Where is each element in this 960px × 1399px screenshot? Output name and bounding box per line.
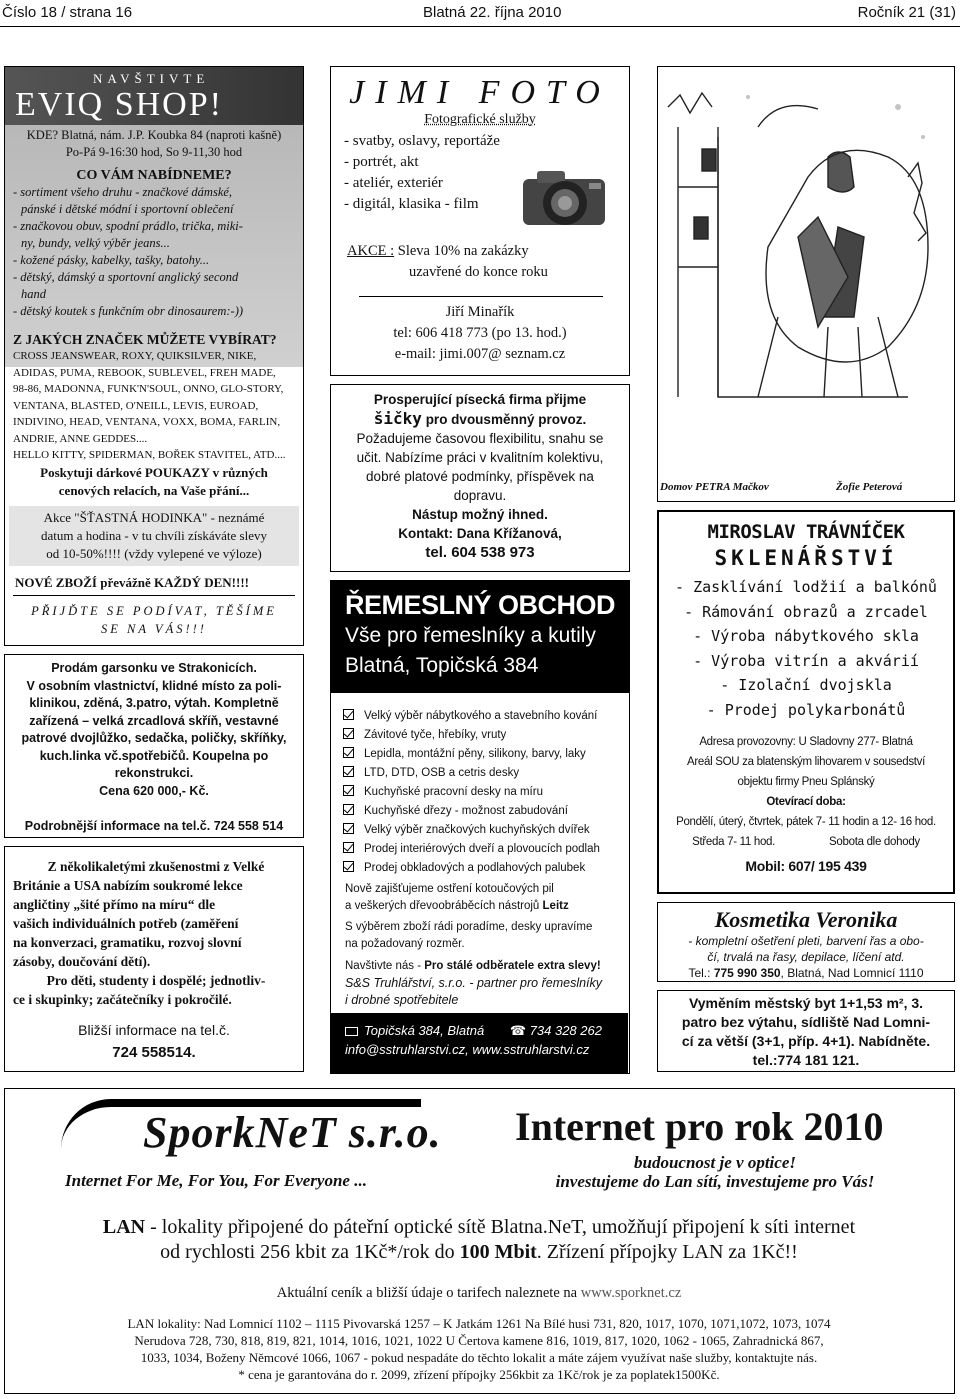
- eviq-gifts-line: Poskytuji dárkové POUKAZY v různých: [40, 464, 268, 480]
- sicky-line: dopravu.: [453, 488, 507, 503]
- eviq-come-line: SE NA VÁS!!!: [101, 621, 207, 636]
- english-line: na konverzaci, gramatiku, rozvoj slovní: [13, 935, 242, 950]
- garsonka-contact: Podrobnější informace na tel.č. 724 558 514: [24, 819, 284, 833]
- sporknet-locations: LAN lokality: Nad Lomnicí 1102 – 1115 Pivovarská 1257 – K Jatkám 1261 Na Bílé husi 731, 820, 1017, 1070, 1071,1072, 1073, 1074: [127, 1316, 831, 1331]
- sklenarstvi-service: - Prodej polykarbonátů: [706, 700, 906, 719]
- sklenarstvi-name: MIROSLAV TRÁVNÍČEK: [707, 521, 905, 543]
- eviq-hours: Po-Pá 9-16:30 hod, So 9-11,30 hod: [65, 145, 243, 159]
- eviq-offer-title: CO VÁM NABÍDNEME?: [76, 168, 232, 183]
- sporknet-locations: Nerudova 728, 730, 818, 819, 821, 1014, 1016, 1021, 1022 U Čertova kamene 816, 1019, 817, 1020, 1062 - 1065, Zahradnická 867,: [134, 1333, 824, 1348]
- kosmetika-line: čí, trvalá na řasy, depilace, líčení atd.: [707, 950, 905, 964]
- remeslny-text: Pro stálé odběratele extra slevy!: [424, 960, 601, 972]
- drawing-caption-left: Domov PETRA Mačkov: [660, 481, 769, 493]
- drawing-illustration: [658, 67, 954, 475]
- eviq-brands-line: 98-86, MADONNA, FUNK'N'SOUL, ONNO, GLO-STORY,: [13, 383, 284, 395]
- remeslny-text: S&S Truhlářství, s.r.o. - partner pro řemeslníky: [345, 976, 603, 990]
- jimi-service: - digitál, klasika - film: [344, 196, 479, 212]
- sporknet-logo: SporkNeT s.r.o.: [143, 1108, 442, 1157]
- eviq-where: KDE? Blatná, nám. J.P. Koubka 84 (naproti kašně): [26, 128, 282, 142]
- sporknet-lan-label: LAN: [102, 1216, 146, 1238]
- checkbox-icon: [343, 747, 354, 758]
- eviq-brands-line: ANDRIE, ANNE GEDDES....: [13, 432, 148, 445]
- remeslny-item: Závitové tyče, hřebíky, vruty: [343, 726, 629, 745]
- remeslny-web: info@sstruhlarstvi.cz, www.sstruhlarstvi.cz: [345, 1042, 590, 1057]
- byt-line: Vyměním městský byt 1+1,53 m², 3.: [688, 995, 924, 1011]
- sklenarstvi-addr: Areál SOU za blatenským lihovarem v sousedství: [686, 756, 926, 768]
- english-more: Bližší informace na tel.č.: [78, 1022, 230, 1038]
- eviq-offer-line: hand: [21, 287, 46, 301]
- sporknet-lan-text: - lokality připojené do páteřní optické sítě Blatna.NeT, umožňují připojení k síti internet: [145, 1216, 856, 1238]
- sicky-line: Prosperující písecká firma přijme: [373, 392, 587, 407]
- sporknet-headline: Internet pro rok 2010: [515, 1104, 884, 1149]
- sporknet-cenik: Aktuální ceník a bližší údaje o tarifech naleznete na: [276, 1285, 581, 1301]
- english-line: Z několikaletými zkušenostmi z Velké: [47, 859, 265, 874]
- jimi-service: - portrét, akt: [344, 154, 419, 170]
- eviq-brands-line: HELLO KITTY, SPIDERMAN, BOŘEK STAVITEL, ATD....: [13, 449, 286, 461]
- eviq-brands-line: ADIDAS, PUMA, REBOOK, SUBLEVEL, FREH MADE,: [13, 366, 276, 379]
- header-center: Blatná 22. října 2010: [423, 4, 562, 21]
- garsonka-line: rekonstrukci.: [114, 766, 194, 780]
- english-line: Británie a USA nabízím soukromé lekce: [13, 878, 243, 893]
- eviq-come-line: PŘIJĎTE SE PODÍVAT, TĚŠÍME: [31, 603, 277, 618]
- garsonka-line: Prodám garsonku ve Strakonicích.: [51, 661, 257, 675]
- sporknet-tagline: Internet For Me, For You, For Everyone ...: [65, 1171, 367, 1190]
- english-ad: [4, 846, 304, 1072]
- sklenarstvi-ad: [657, 510, 955, 894]
- sicky-start: Nástup možný ihned.: [412, 507, 548, 522]
- sklenarstvi-hours-title: Otevírací doba:: [766, 796, 846, 808]
- remeslny-address: Topičská 384, Blatná: [364, 1023, 485, 1038]
- checkbox-icon: [343, 766, 354, 777]
- eviq-happy-line: Akce "ŠŤASTNÁ HODINKA" - neznámé: [43, 509, 265, 525]
- garsonka-line: klinikou, zděná, 3.patro, výtah. Kompletně: [29, 696, 279, 710]
- sicky-tel: tel. 604 538 973: [425, 544, 535, 561]
- eviq-offer-line: - dětský koutek s funkčním obr dinosaurem:-)): [13, 304, 244, 318]
- eviq-offer-line: - sortiment všeho druhu - značkové dámské,: [13, 185, 233, 199]
- english-phone: 724 558514.: [112, 1044, 196, 1061]
- remeslny-item: Lepidla, montážní pěny, silikony, barvy, laky: [343, 745, 629, 764]
- sicky-line: pro dvousměnný provoz.: [421, 412, 587, 427]
- jimi-service: - svatby, oslavy, reportáže: [344, 133, 500, 149]
- english-line: vašich individuálních potřeb (zaměření: [13, 916, 239, 931]
- eviq-brands-line: CROSS JEANSWEAR, ROXY, QUIKSILVER, NIKE,: [13, 350, 257, 362]
- eviq-offer-line: pánské i dětské módní i sportovní oblečení: [21, 202, 234, 216]
- header-rule: [0, 26, 960, 27]
- eviq-shop-ad: [4, 66, 304, 646]
- jimi-service: - ateliér, exteriér: [344, 175, 443, 191]
- remeslny-item: Kuchyňské pracovní desky na míru: [343, 783, 629, 802]
- garsonka-ad: [4, 654, 304, 838]
- sporknet-sub2: investujeme do Lan sítí, investujeme pro Vás!: [555, 1172, 875, 1191]
- eviq-gifts-line: cenových relacích, na Vaše přání...: [58, 482, 250, 498]
- eviq-kicker: NAVŠTIVTE: [93, 71, 210, 86]
- garsonka-line: patrové dvojlůžko, sedačka, poličky, skříňky,: [21, 731, 287, 745]
- checkbox-icon: [343, 728, 354, 739]
- remeslny-item: Velký výběr nábytkového a stavebního kování: [343, 707, 629, 726]
- sklenarstvi-addr: objektu firmy Pneu Splánský: [737, 776, 875, 788]
- checkbox-icon: [343, 861, 354, 872]
- jimi-tel: tel: 606 418 773 (po 13. hod.): [393, 325, 567, 341]
- remeslny-text: a veškerých dřevoobráběcích nástrojů: [345, 900, 543, 912]
- phone-icon: ☎: [509, 1023, 527, 1038]
- sicky-line: učit. Nabízíme práci v kvalitním kolektivu,: [356, 450, 604, 465]
- sicky-word: šičky: [373, 409, 422, 428]
- remeslny-text: na požadovaný rozměr.: [345, 938, 465, 950]
- sicky-ad: [330, 384, 630, 572]
- drawing-caption-right: Žofie Peterová: [836, 481, 903, 493]
- sklenarstvi-service: - Rámování obrazů a zrcadel: [684, 602, 928, 621]
- english-line: ce i skupinky; začátečníky i pokročilé.: [13, 992, 232, 1007]
- remeslny-leitz: Leitz: [542, 900, 569, 912]
- eviq-offer-line: - kožené pásky, kabelky, tašky, batohy...: [13, 253, 210, 267]
- byt-line: tel.:774 181 121.: [752, 1052, 860, 1068]
- eviq-banner: [5, 67, 303, 125]
- sporknet-web-link[interactable]: www.sporknet.cz: [580, 1285, 682, 1301]
- remeslny-text: S výběrem zboží rádi poradíme, desky upravíme: [345, 921, 593, 933]
- garsonka-line: Cena 620 000,- Kč.: [99, 783, 209, 798]
- sklenarstvi-service: - Zasklívání lodžií a balkónů: [675, 578, 937, 596]
- sklenarstvi-hours: Sobota dle dohody: [829, 836, 920, 848]
- remeslny-text: Navštivte nás -: [345, 960, 425, 972]
- remeslny-text: i drobné spotřebitele: [345, 993, 459, 1007]
- eviq-brands-line: VENTANA, BLASTED, O'NEILL, LEVIS, EUROAD,: [13, 399, 259, 412]
- sklenarstvi-addr: Adresa provozovny: U Sladovny 277- Blatná: [699, 736, 913, 748]
- sklenarstvi-mobile: Mobil: 607/ 195 439: [745, 858, 867, 874]
- checkbox-icon: [343, 804, 354, 815]
- sporknet-lan-speed: 100 Mbit: [459, 1241, 537, 1263]
- sicky-line: Požadujeme časovou flexibilitu, snahu se: [356, 431, 604, 446]
- remeslny-item: Kuchyňské dřezy - možnost zabudování: [343, 802, 629, 821]
- jimi-akce-label: AKCE :: [347, 243, 395, 259]
- eviq-brands-title: Z JAKÝCH ZNAČEK MŮŽETE VYBÍRAT?: [13, 332, 277, 347]
- mail-icon: [345, 1027, 358, 1036]
- kosmetika-addr: , Blatná, Nad Lomnicí 1110: [780, 966, 924, 980]
- garsonka-line: kuch.linka vč.spotřebičů. Koupelna po: [39, 748, 269, 763]
- remeslny-item: Prodej interiérových dveří a plovoucích podlah: [343, 840, 629, 859]
- english-line: angličtiny „šité přímo na míru“ dle: [13, 897, 216, 912]
- jimi-akce-text2: uzavřené do konce roku: [409, 264, 548, 280]
- remeslny-text: Nově zajišťujeme ostření kotoučových pil: [345, 883, 554, 895]
- header-left: Číslo 18 / strana 16: [2, 4, 133, 21]
- jimi-akce-text: Sleva 10% na zakázky: [397, 243, 529, 259]
- sklenarstvi-service: - Výroba nábytkového skla: [693, 627, 919, 645]
- checkbox-icon: [343, 709, 354, 720]
- sicky-line: dobré platové podmínky, příspěvek na: [366, 469, 594, 484]
- remeslny-footer: [331, 1013, 628, 1073]
- eviq-happy-line: datum a hodina - v tu chvíli získáváte slevy: [41, 527, 267, 543]
- byt-line: patro bez výtahu, sídliště Nad Lomni-: [681, 1014, 931, 1030]
- remeslny-title: ŘEMESLNÝ OBCHOD: [345, 590, 616, 620]
- byt-ad: [657, 990, 955, 1072]
- sporknet-sub1: budoucnost je v optice!: [634, 1153, 796, 1172]
- kosmetika-line: - kompletní ošetření pleti, barvení řas a obo-: [688, 934, 924, 948]
- jimi-subtitle: Fotografické služby: [424, 112, 536, 127]
- sporknet-lan-text: . Zřízení přípojky LAN za 1Kč!!: [536, 1241, 798, 1263]
- camera-icon: [519, 163, 619, 235]
- eviq-offer-line: - dětský, dámský a sportovní anglický second: [13, 270, 239, 284]
- knight-drawing: [657, 66, 955, 502]
- kosmetika-tel: 775 990 350: [713, 966, 781, 980]
- eviq-brands-line: INDIVINO, HEAD, VENTANA, VOXX, BOMA, FARLIN,: [13, 416, 281, 428]
- jimi-email: e-mail: jimi.007@ seznam.cz: [394, 346, 566, 362]
- sklenarstvi-hours: Středa 7- 11 hod.: [692, 836, 776, 848]
- checkbox-icon: [343, 842, 354, 853]
- english-line: Pro děti, studenty i dospělé; jednotliv-: [46, 973, 266, 988]
- byt-line: cí za větší (3+1, příp. 4+1). Nabídněte.: [681, 1033, 931, 1049]
- checkbox-icon: [343, 823, 354, 834]
- jimi-name: Jiří Minařík: [445, 304, 515, 320]
- kosmetika-tel-prefix: Tel.:: [688, 966, 714, 980]
- jimi-title: JIMI FOTO: [349, 74, 611, 111]
- remeslny-obchod-ad: [330, 580, 630, 1074]
- kosmetika-ad: [657, 902, 955, 982]
- sporknet-locations: 1033, 1034, Boženy Němcové 1066, 1067 - pokud nespadáte do těchto lokalit a máte zájem využívat naše služby, kontaktujte nás.: [140, 1350, 818, 1365]
- english-line: zásoby, doučování dětí).: [13, 954, 151, 969]
- remeslny-item: Prodej obkladových a podlahových palubek: [343, 859, 629, 878]
- sklenarstvi-title: SKLENÁŘSTVÍ: [714, 546, 898, 570]
- garsonka-line: zařízená – velká zrcadlová skříň, vestavné: [29, 713, 279, 728]
- eviq-offer-line: ny, bundy, velký výběr jeans...: [21, 236, 170, 250]
- sporknet-ad: [4, 1088, 955, 1394]
- eviq-happy-hour: [9, 506, 299, 566]
- remeslny-phone: 734 328 262: [529, 1023, 602, 1038]
- remeslny-sub1: Vše pro řemeslníky a kutily: [345, 624, 596, 647]
- kosmetika-title: Kosmetika Veronika: [714, 907, 898, 932]
- eviq-happy-line: od 10-50%!!!! (vždy vylepené ve výloze): [46, 545, 262, 561]
- sicky-contact: Kontakt: Dana Křížanová,: [398, 526, 562, 541]
- eviq-new-goods: NOVÉ ZBOŽÍ převážně KAŽDÝ DEN!!!!: [15, 574, 249, 590]
- sklenarstvi-hours: Pondělí, úterý, čtvrtek, pátek 7- 11 hodin a 12- 16 hod.: [676, 816, 936, 828]
- sporknet-note: * cena je garantována do r. 2099, zřízení přípojky 256kbit za 1Kč/rok je za poplatek1500Kč.: [238, 1367, 720, 1382]
- remeslny-banner: [331, 581, 629, 693]
- garsonka-line: V osobním vlastnictví, klidné místo za poli-: [26, 678, 282, 693]
- checkbox-icon: [343, 785, 354, 796]
- sklenarstvi-service: - Výroba vitrín a akvárií: [693, 651, 919, 670]
- eviq-offer-line: - značkovou obuv, spodní prádlo, trička, miki-: [13, 219, 243, 233]
- remeslny-item: LTD, DTD, OSB a cetris desky: [343, 764, 629, 783]
- remeslny-item: Velký výběr značkových kuchyňských dvířek: [343, 821, 629, 840]
- jimi-foto-ad: [330, 66, 630, 376]
- sklenarstvi-service: - Izolační dvojskla: [720, 676, 892, 694]
- header-right: Ročník 21 (31): [857, 4, 956, 21]
- remeslny-sub2: Blatná, Topičská 384: [345, 654, 539, 677]
- sporknet-lan-text: od rychlosti 256 kbit za 1Kč*/rok do: [160, 1241, 460, 1263]
- eviq-title: EVIQ SHOP!: [15, 86, 223, 123]
